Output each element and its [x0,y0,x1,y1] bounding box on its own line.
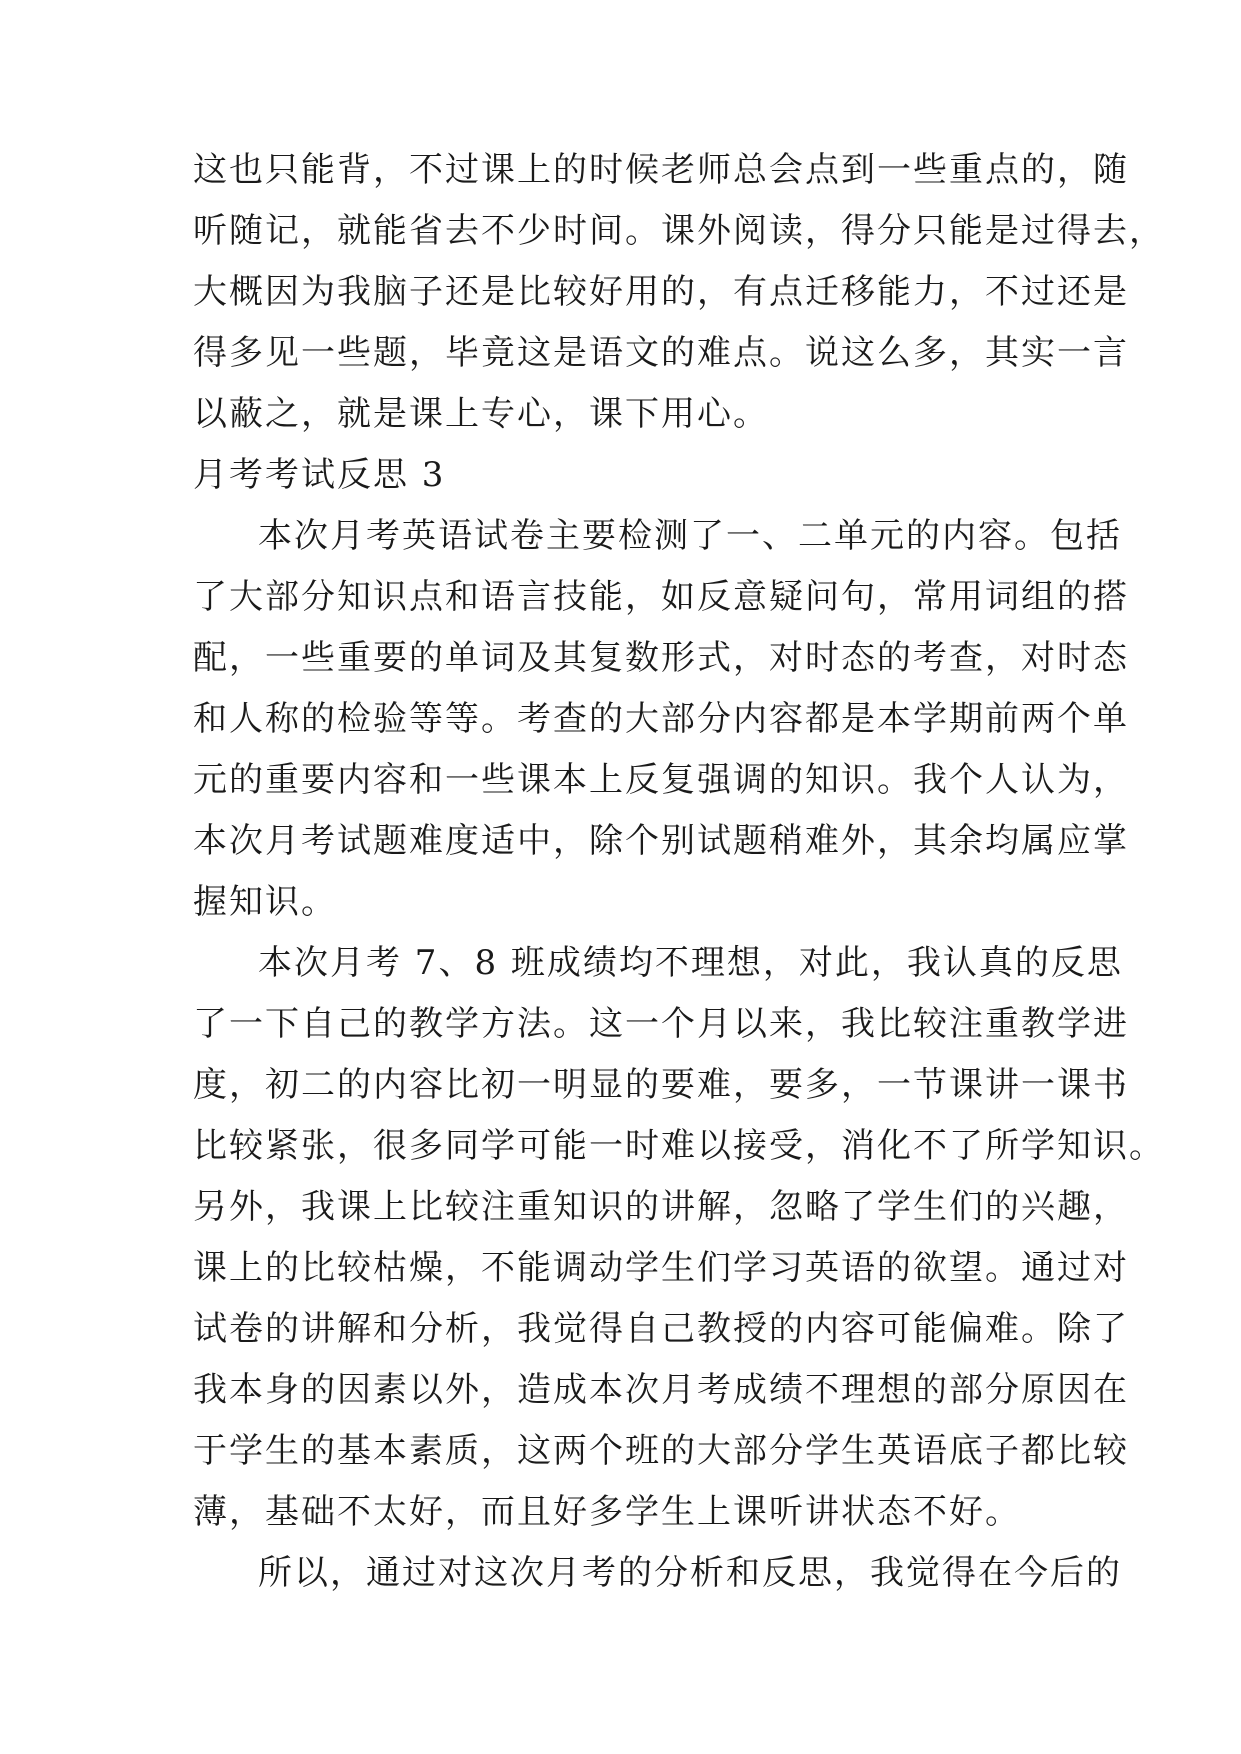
text-line: 了一下自己的教学方法。这一个月以来，我比较注重教学进 [193,1004,1129,1044]
paragraph-first-line: 所以，通过对这次月考的分析和反思，我觉得在今后的 [258,1553,1122,1593]
text-line: 度，初二的内容比初一明显的要难，要多，一节课讲一课书 [193,1065,1129,1105]
paragraph-first-line: 本次月考 7、8 班成绩均不理想，对此，我认真的反思 [258,943,1123,983]
text-line: 本次月考试题难度适中，除个别试题稍难外，其余均属应掌 [193,821,1129,861]
text-line: 以蔽之，就是课上专心，课下用心。 [193,394,769,434]
section-heading: 月考考试反思 3 [193,455,446,495]
paragraph-first-line: 本次月考英语试卷主要检测了一、二单元的内容。包括 [258,516,1122,556]
text-line: 课上的比较枯燥，不能调动学生们学习英语的欲望。通过对 [193,1248,1129,1288]
text-line: 大概因为我脑子还是比较好用的，有点迁移能力，不过还是 [193,272,1129,312]
text-line: 于学生的基本素质，这两个班的大部分学生英语底子都比较 [193,1431,1129,1471]
text-line: 元的重要内容和一些课本上反复强调的知识。我个人认为， [193,760,1129,800]
text-line: 试卷的讲解和分析，我觉得自己教授的内容可能偏难。除了 [193,1309,1129,1349]
text-line: 和人称的检验等等。考查的大部分内容都是本学期前两个单 [193,699,1129,739]
text-line: 薄，基础不太好，而且好多学生上课听讲状态不好。 [193,1492,1021,1532]
text-line: 另外，我课上比较注重知识的讲解，忽略了学生们的兴趣， [193,1187,1129,1227]
text-line: 比较紧张，很多同学可能一时难以接受，消化不了所学知识。 [193,1126,1165,1166]
text-line: 听随记，就能省去不少时间。课外阅读，得分只能是过得去， [193,211,1165,251]
text-line: 了大部分知识点和语言技能，如反意疑问句，常用词组的搭 [193,577,1129,617]
text-line: 配，一些重要的单词及其复数形式，对时态的考查，对时态 [193,638,1129,678]
text-line: 握知识。 [193,882,337,922]
text-line: 我本身的因素以外，造成本次月考成绩不理想的部分原因在 [193,1370,1129,1410]
text-line: 这也只能背，不过课上的时候老师总会点到一些重点的，随 [193,150,1129,190]
text-line: 得多见一些题，毕竟这是语文的难点。说这么多，其实一言 [193,333,1129,373]
